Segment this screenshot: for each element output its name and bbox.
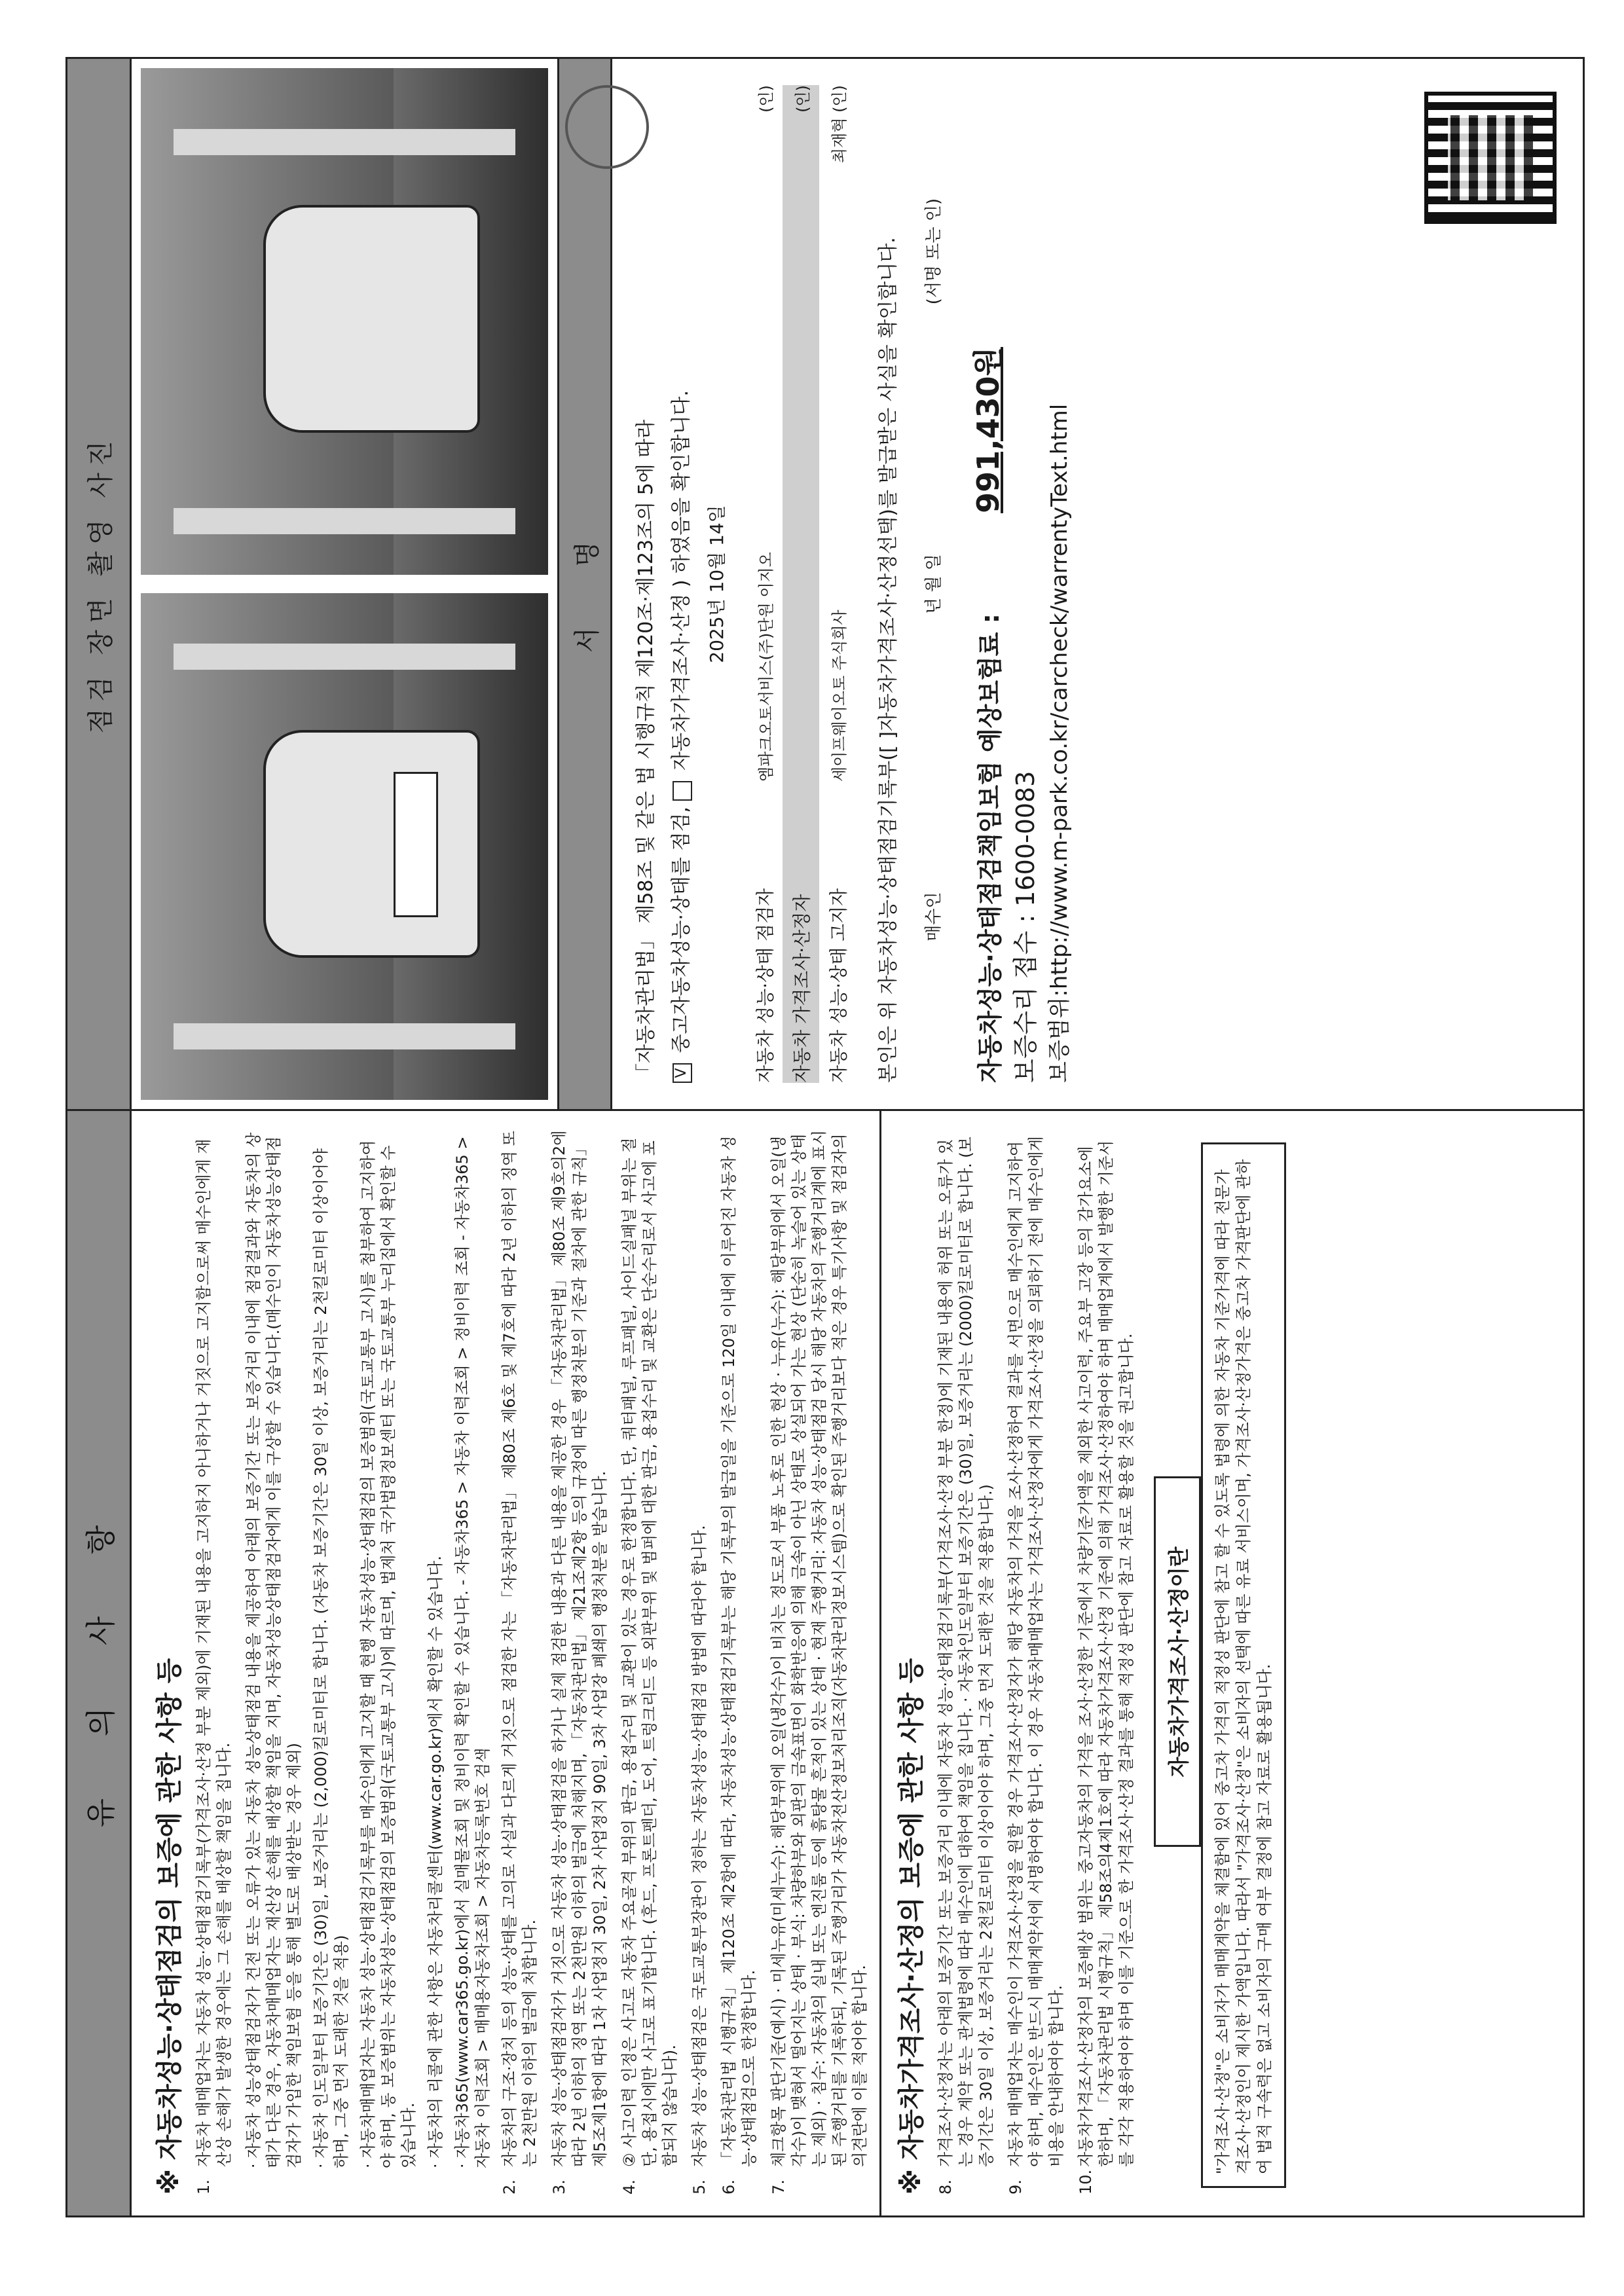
note-num: 2. [500,2179,519,2195]
inspection-photo-front [141,593,548,1100]
insurance-label: 자동차성능·상태점검책임보험 예상보험료 : [976,613,1005,1083]
inspection-checkbox[interactable]: V [673,1063,692,1083]
law-statement-2 [667,85,696,1083]
section2-title: ※ 자동차가격조사·산정의 보증에 관한 사항 등 [896,1658,927,2195]
note-item [500,1129,540,2195]
notes-body [132,1111,1286,2215]
signer-role: 자동차 성능·상태 점검자 [754,888,776,1083]
note-sub: · 자동차매매업자는 자동차 성능·상태점검기록부를 매수인에게 고지할 때 현행 자동차성능·상태점검의 보증범위(국토교통부 고시)를 첨부하여 고지하여야 하며, 동 보증범위는 자동차성능·상태점검의 보증범위(국토교통부 고시)에 따르며, 법제처 국가법령정보센터 또는 국토교통부 누리집에서 확인할 수 있습니다. [359,1140,418,2168]
qr-code [1424,92,1557,224]
note-num: 10. [1077,2169,1095,2195]
sign-date: 2025년 10월 14일 [706,505,728,663]
signature-section [612,59,1089,1109]
note-num: 1. [194,2179,213,2195]
note-item [619,1129,680,2195]
note-text: 「자동차관리법 시행규칙」 제120조 제2항에 따라, 자동차성능·상태점검기록부는 해당 기록부의 발급일을 기준으로 120일 이내에 이루어진 자동차 성능·상태점검으로 한정합니다. [720,1135,758,2167]
law-suffix: ) 하였음을 확인합니다. [670,390,693,588]
signer-company: 엠파크오토서비스(주)단원 이지오 [756,552,775,782]
note-num: 3. [550,2179,568,2195]
note-item [194,1129,234,2195]
note-text: 자동차 매매업자는 매수인이 가격조사·산정을 원할 경우 가격조사·산정자가 해당 자동차의 가격을 조사·산정하여 결과를 서면으로 매수인에게 고지하여야 하며, 매수인은 반드시 매매계약서에 서명하여야 합니다. 이 경우 자동차매매업자는 가격조사·산정자에게 가격조사·산정을 의뢰하기 전에 매수인에게 비용을 안내하여야 합니다. [1006,1136,1065,2167]
price-info-title: 자동차가격조사·산정이란 [1154,1477,1201,1848]
price-info-box: "가격조사·산정"은 소비자가 매매계약을 체결함에 있어 중고차 가격의 적정성 판단에 참고 할 수 있도록 법령에 의한 자동차 기준가격에 따라 전문가격조사·산정인이 제시한 가액입니다. 따라서 "가격조사·산정"은 소비자의 선택에 따른 유료 서비스이며, 가격조사·산정가격은 중고차 가격판단에 관하여 법적 구속력은 없고 소비자의 구매 여부 결정에 참고 자료로 활용됩니다. [1201,1142,1286,2188]
signer-row [783,85,819,1083]
law-statement: 「자동차관리법」 제58조 및 같은 법 시행규칙 제120조·제123조의 5에 따라 [635,419,657,1083]
note-item [936,1129,997,2195]
note-item [1076,1129,1137,2195]
right-panel [67,59,1583,1109]
note-num: 6. [720,2179,738,2195]
note-num: 4. [620,2179,638,2195]
signer-company: 세이프웨이오토 주식회사 [830,610,849,782]
note-num: 7. [769,2179,788,2195]
buyer-row [920,85,944,1083]
notes-header [67,1111,132,2215]
signer-role: 자동차 가격조사·산정자 [791,894,813,1083]
note-sub: · 자동차 인도일부터 보증기간은 (30)일, 보증거리는 (2,000)킬로미터로 합니다. (자동차 보증기간은 30일 이상, 보증거리는 2천킬로미터 이상이어야 하며, 그중 먼저 도래한 것을 적용) [312,1148,350,2168]
note-text: 가격조사·산정자는 아래의 보증기간 또는 보증거리 이내에 자동차 성능·상태점검기록부(가격조사·산정 부분 한정)에 기재된 내용에 허위 또는 오류가 있는 경우 계약 또는 관계법령에 따라 매수인에 대하여 책임을 집니다. · 자동차인도일부터 보증기간은 (30)일, 보증거리는 (2000)킬로미터로 합니다. (보증기간은 30일 이상, 보증거리는 2천킬로미터 이상이어야 하며, 그중 먼저 도래한 것을 적용합니다.) [936,1137,995,2167]
notes-panel [67,1109,1583,2215]
signer-seal: (인) [756,85,775,113]
buyer-label: 매수인 [924,892,944,941]
license-plate [394,772,438,918]
note-item [549,1129,610,2195]
buyer-signature: (서명 또는 인) [924,198,944,305]
lift-pillar [174,644,515,670]
photo-row [132,59,559,1109]
company-seal-stamp [565,85,649,169]
note-num: 5. [690,2179,709,2195]
section-divider [879,1111,881,2215]
insurance-info [970,85,1076,1083]
note-text: 자동차의 구조·장치 등의 성능·상태를 고의로 사실과 다르게 거짓으로 점검한 자는 「자동차관리법」 제80조 제6호 및 제7호에 따라 2년 이하의 징역 또는 2천만원 이하의 벌금에 처합니다. [500,1131,539,2167]
signer-role: 자동차 성능·상태 고지자 [828,888,849,1083]
note-item [719,1129,760,2195]
form-frame [65,57,1585,2217]
photo-title: 점검 장면 촬영 사진 [86,434,116,734]
lift-pillar [174,1023,515,1049]
lift-pillar [174,508,515,534]
insurance-line [970,85,1008,1083]
note-text: 자동차 성능·상태점검자가 거짓으로 자동차 성능·상태점검을 하거나 실제 점검한 내용과 다른 내용을 제공한 경우 「자동차관리법」 제80조 제9호의2에 따라 2년 이하의 징역 또는 2천만원 이하의 벌금에 처해지며, 「자동차관리법」 제21조제2항 등의 규정에 따른 행정처분의 기준과 절차에 관한 규칙」 제5조제1항에 따라 1차 사업정지 30일, 2차 사업정지 90일, 3차 사업장 폐쇄의 행정처분을 받습니다. [550,1130,609,2167]
note-sub: · 자동차365(www.car365.go.kr)에서 실매물조회 및 정비이력 확인할 수 있습니다. - 자동차365 > 자동차 이력조회 > 정비이력 조회 - 자동차365 > 자동차 이력조회 > 매매용자동차조회 > 자동차등록번호 검색 [453,1136,492,2168]
section1-title: ※ 자동차성능·상태점검의 보증에 관한 사항 등 [155,1658,185,2195]
signer-row [819,85,856,1083]
signature-header [559,59,612,1109]
note-item [1006,1129,1067,2195]
car-image [263,730,480,958]
lift-pillar [174,129,515,155]
note-num: 9. [1006,2179,1025,2195]
note-text: 자동차가격조사·산정자의 보증배상 범위는 중고자동차의 가격을 조사·산정한 기준에서 차량기준가액을 제외한 사고이력, 주요부 고장 등의 감가요소에 한하며, 「자동차관리법 시행규칙」 제58조의4제1호에 따라 자동차가격조사·산정 기준에 의해 가격조사·산정하여야 하며 매매업계에서 발행한 기준서를 각각 적용하여야 하며 이를 기준으로 한 가격조사·산정 결과를 통해 적정성 판단에 참고 자료로 활용할 것을 권고합니다. [1077,1140,1135,2167]
inspection-option: 중고자동차성능·상태를 점검, [670,807,693,1053]
note-num: 8. [936,2179,955,2195]
receipt-confirm: 본인은 위 자동차성능·상태점검기록부([ ]자동차가격조사·산정선택)를 발급받은 사실을 확인합니다. [877,237,900,1083]
car-image [263,205,480,433]
signature-title: 서 명 [572,515,602,653]
note-text: 자동차 매매업자는 자동차 성능·상태점검기록부(가격조사·산정 부분 제외)에 기재된 내용을 고지하지 아니하거나 거짓으로 고지함으로써 매수인에게 재산상 손해가 발생한 경우에는 그 손해를 배상할 책임을 집니다. [194,1139,233,2167]
warranty-url[interactable]: 보증범위:http://www.m-park.co.kr/carcheck/warrentyText.html [1046,403,1073,1083]
notes-title: 유 의 사 항 [83,1499,119,1828]
note-sub: · 자동차의 리콜에 관한 사항은 자동차리콜센터(www.car.go.kr)에서 확인할 수 있습니다. [426,1556,445,2168]
note-text: 체크항목 판단기준(예시) · 미세누유(미세누수): 해당부위에 오일(냉각수)이 비치는 정도로서 부품 노후로 인한 현상 · 누유(누수): 해당부위에서 오일(냉각수)이 맺혀서 떨어지는 상태 · 부식: 차량하부와 외판의 금속표면이 화학반응에 의해 금속이 아닌 상태로 상실되어 가는 현상 (단순히 녹슬어 있는 상태는 제외) · 침수: 자동차의 실내 또는 엔진룸 등에 흙탕물 흔적이 있는 상태 · 현재 주행거리: 자동차 성능·상태점검 당시 해당 자동차의 주행거리계에 표시된 주행거리를 기록하되, 기록된 주행거리가 자동차전산정보처리조직(자동차관리정보시스템)으로 확인된 주행거리보다 적은 경우 특기사항 및 점검자의 의견란에 이를 적어야 합니다. [769,1129,869,2167]
photo-header [67,59,132,1109]
signer-row [746,85,783,1083]
insurance-premium: 991,430원 [970,346,1006,513]
price-option: 자동차가격조사·산정 [670,593,693,771]
price-checkbox[interactable] [673,781,692,801]
note-text: ② 사고이력 인정은 사고로 자동차 주요골격 부위의 판금, 용접수리 및 교환이 있는 경우로 한정합니다. 단, 쿼터패널, 루프패널, 사이드실패널 부위는 절단, 용접시에만 사고로 표기합니다. (후드, 프론트펜더, 도어, 트렁크리드 등 외판부위 및 범퍼에 대한 판금, 용접수리 및 교환은 단순수리로서 사고에 포함되지 않습니다). [620,1137,679,2167]
note-text: 자동차 성능·상태점검은 국토교통부장관이 정하는 자동차성능·상태점검 방법에 따라야 합니다. [690,1525,709,2167]
note-item [769,1129,870,2195]
inspection-photo-rear [141,68,548,575]
signer-seal: (인) [793,85,812,113]
note-item [690,1129,710,2195]
warranty-claim: 보증수리 접수 : 1600-0083 [1011,771,1040,1083]
signer-seal: 최재혁 (인) [830,85,849,164]
note-sub: · 자동차 성능상태점검자가 건전 또는 오류가 있는 자동차 성능상태점검 내용을 제공하여 아래의 보증기간 또는 보증거리 이내에 점검결과와 자동차의 상태가 다른 경우, 자동차매매업자는 재산상 손해를 배상할 책임을 지며, 자동차성능상태점검자에게 이를 구상할 수 있습니다.(매수인이 자동차성능상태점검자가 가입한 책임보험 등을 통해 별도로 배상받는 경우 제외) [244,1132,303,2168]
buyer-date: 년 월 일 [924,554,944,614]
